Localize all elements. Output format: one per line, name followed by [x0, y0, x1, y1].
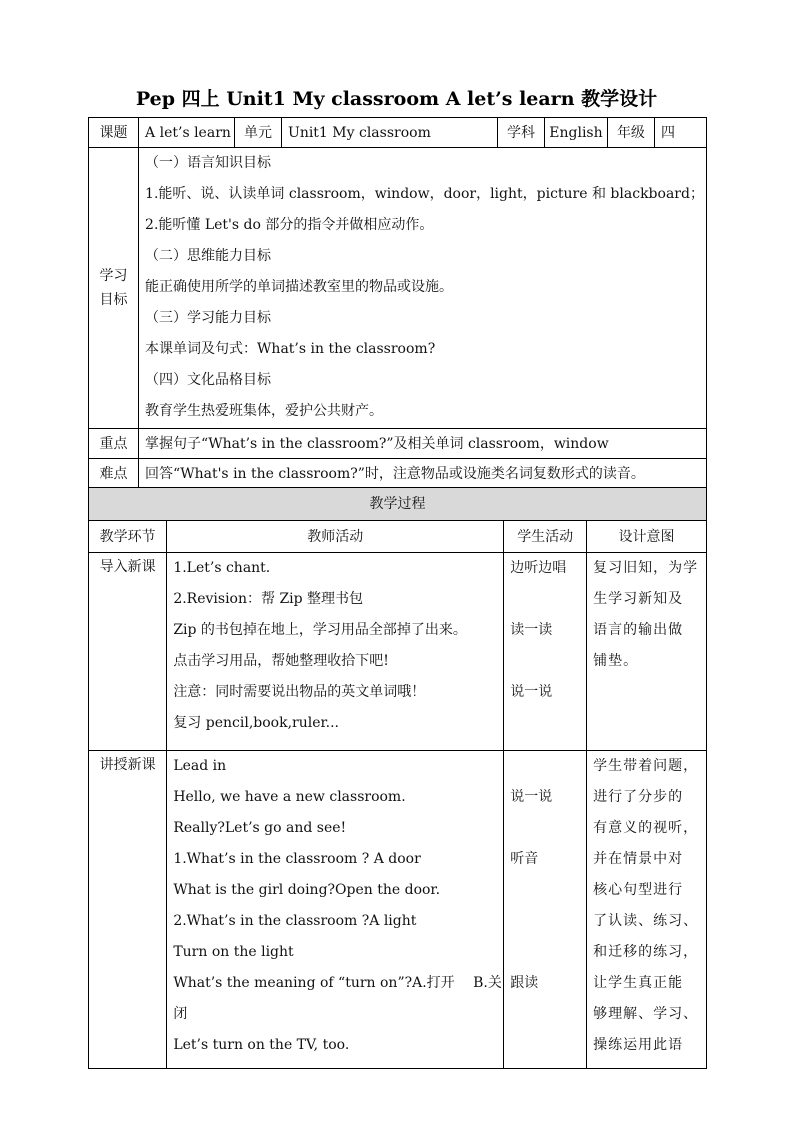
teacher-line: Lead in: [173, 758, 227, 774]
teacher-line: 注意：同时需要说出物品的英文单词哦！: [173, 684, 426, 700]
objective-line: 能正确使用所学的单词描述教室里的物品或设施。: [145, 279, 454, 295]
student-line: [510, 1030, 586, 1061]
column-header-student: 学生活动: [504, 521, 587, 553]
student-line: [510, 906, 586, 937]
topic-value: A let’s learn: [139, 118, 235, 148]
intent-line: 复习旧知，为学: [593, 560, 699, 576]
teacher-activities-import: [167, 553, 504, 751]
topic-label: 课题: [89, 118, 139, 148]
difficulty-text: 回答“What's in the classroom?”时，注意物品或设施类名词复数形式的读音。: [139, 459, 707, 489]
teacher-line: What is the girl doing?Open the door.: [173, 882, 441, 898]
section-new-row: [89, 751, 707, 1069]
column-header-row: [89, 521, 707, 553]
student-line: [510, 646, 586, 677]
student-line: 跟读: [510, 975, 539, 991]
teacher-line: What’s the meaning of “turn on”?A.打开 B.关: [173, 975, 502, 991]
subject-label: 学科: [497, 118, 544, 148]
objective-line: 2.能听懂 Let's do 部分的指令并做相应动作。: [145, 217, 434, 233]
teacher-activities-new: [167, 751, 504, 1069]
student-line: [510, 999, 586, 1030]
objectives-content: [139, 148, 707, 429]
intent-line: 铺垫。: [593, 653, 639, 669]
objective-line: 1.能听、说、认读单词 classroom，window，door，light，picture 和 blackboard；: [145, 186, 704, 202]
lesson-info-table: [88, 117, 707, 489]
objective-line: （四）文化品格目标: [145, 372, 272, 388]
intent-line: 够理解、学习、: [593, 1006, 699, 1022]
intent-line: 了认读、练习、: [593, 913, 699, 929]
key-point-text: 掌握句子“What’s in the classroom?”及相关单词 classroom，window: [139, 429, 707, 459]
intent-line: 和迁移的练习，: [593, 944, 699, 960]
stage-import: 导入新课: [89, 553, 167, 751]
objectives-list: [145, 148, 706, 427]
student-line: 边听边唱: [510, 560, 567, 576]
objective-line: 教育学生热爱班集体，爱护公共财产。: [145, 403, 384, 419]
teacher-line: Hello, we have a new classroom.: [173, 789, 406, 805]
student-line: 听音: [510, 851, 539, 867]
stage-new: 讲授新课: [89, 751, 167, 1069]
teacher-line: 点击学习用品，帮她整理收拾下吧!: [173, 653, 389, 669]
column-header-intent: 设计意图: [587, 521, 707, 553]
student-line: [510, 937, 586, 968]
intent-line: 核心句型进行: [593, 882, 684, 898]
design-intent-import: [587, 553, 707, 751]
subject-value: English: [544, 118, 607, 148]
intent-line: 让学生真正能: [593, 975, 684, 991]
intent-line: 操练运用此语: [593, 1037, 684, 1053]
student-line: [510, 708, 586, 739]
student-line: [510, 751, 586, 782]
intent-line: 学生带着问题，: [593, 758, 699, 774]
unit-label: 单元: [235, 118, 282, 148]
objectives-label: 学习 目标: [89, 148, 139, 429]
student-activities-new: [504, 751, 587, 1069]
column-header-teacher: 教师活动: [167, 521, 504, 553]
intent-line: 并在情景中对: [593, 851, 684, 867]
info-row: [89, 118, 707, 148]
design-intent-new: [587, 751, 707, 1069]
teacher-line: 复习 pencil,book,ruler...: [173, 715, 340, 731]
intent-line: 生学习新知及: [593, 591, 684, 607]
column-header-stage: 教学环节: [89, 521, 167, 553]
student-line: [510, 584, 586, 615]
teacher-line: Really?Let’s go and see!: [173, 820, 347, 836]
process-title: 教学过程: [89, 488, 707, 521]
objective-line: 本课单词及句式：What’s in the classroom?: [145, 341, 436, 357]
teacher-line: 2.Revision：帮 Zip 整理书包: [173, 591, 364, 607]
teacher-line: 1.Let’s chant.: [173, 560, 271, 576]
page-title: Pep 四上 Unit1 My classroom A let’s learn 教学设计: [135, 88, 658, 110]
section-import-row: [89, 553, 707, 751]
student-line: 读一读: [510, 622, 553, 638]
teaching-process-table: [88, 487, 707, 1069]
student-line: 说一说: [510, 789, 553, 805]
difficulty-label: 难点: [89, 459, 139, 489]
student-line: [510, 875, 586, 906]
student-activities-import: [504, 553, 587, 751]
student-line: [510, 813, 586, 844]
teacher-line: Turn on the light: [173, 944, 294, 960]
student-line: 说一说: [510, 684, 553, 700]
intent-line: 进行了分步的: [593, 789, 684, 805]
objective-line: （一）语言知识目标: [145, 155, 272, 171]
teacher-line: 2.What’s in the classroom ?A light: [173, 913, 417, 929]
intent-line: 有意义的视听，: [593, 820, 699, 836]
key-point-row: [89, 429, 707, 459]
grade-label: 年级: [607, 118, 654, 148]
objective-line: （三）学习能力目标: [145, 310, 272, 326]
intent-line: 语言的输出做: [593, 622, 684, 638]
teacher-line: Let’s turn on the TV, too.: [173, 1037, 350, 1053]
key-point-label: 重点: [89, 429, 139, 459]
unit-value: Unit1 My classroom: [282, 118, 498, 148]
teacher-line: 1.What’s in the classroom ? A door: [173, 851, 421, 867]
objective-line: （二）思维能力目标: [145, 248, 272, 264]
teacher-line: Zip 的书包掉在地上，学习用品全部掉了出来。: [173, 622, 467, 638]
objectives-row: [89, 148, 707, 429]
teacher-line: 闭: [173, 1006, 188, 1022]
grade-value: 四: [654, 118, 706, 148]
difficulty-row: [89, 459, 707, 489]
